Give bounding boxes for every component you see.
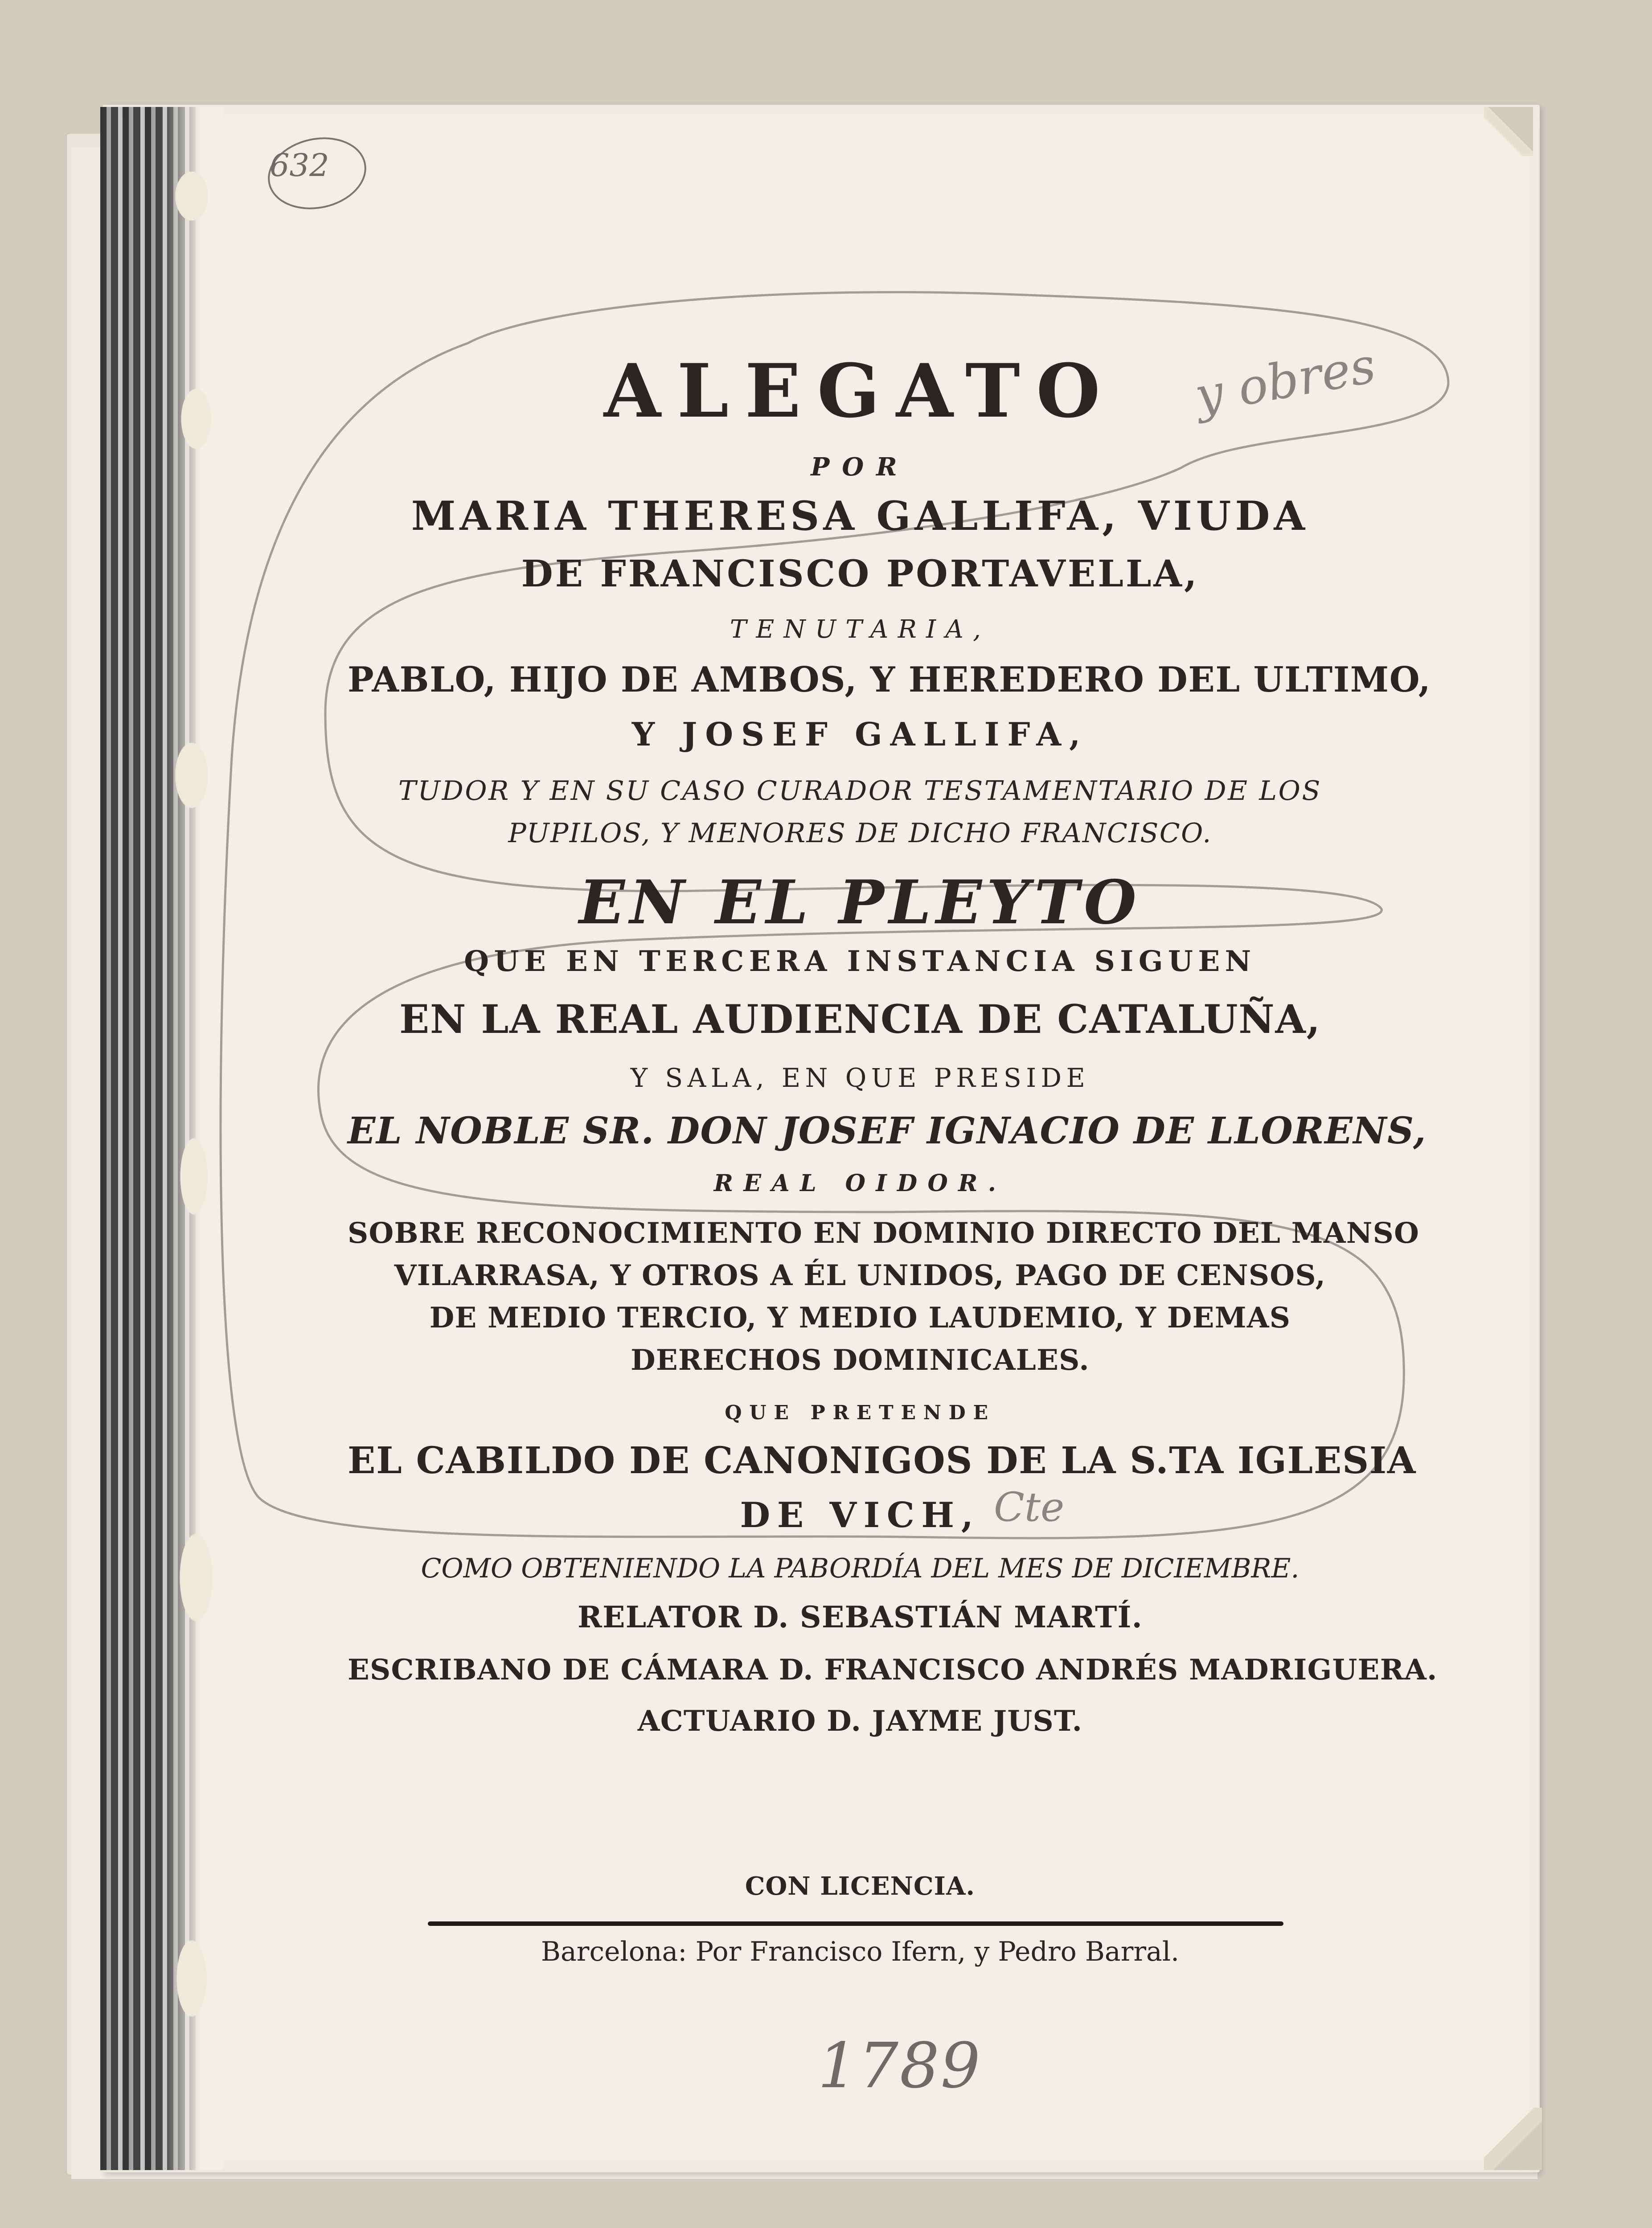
escribano-line: ESCRIBANO DE CÁMARA D. FRANCISCO ANDRÉS MADRIGUERA. [348,1653,1438,1687]
name-line-2: DE FRANCISCO PORTAVELLA, [521,553,1199,595]
vich-line: DE VICH, [740,1495,980,1536]
tudor-line-1: TUDOR Y EN SU CASO CURADOR TESTAMENTARIO DE LOS [398,775,1322,807]
que-pretende: QUE PRETENDE [725,1401,996,1424]
name-line-1: MARIA THERESA GALLIFA, VIUDA [411,492,1309,540]
tudor-line-2: PUPILOS, Y MENORES DE DICHO FRANCISCO. [508,818,1212,849]
con-licencia: CON LICENCIA. [745,1872,976,1901]
sobre-line-2: VILARRASA, Y OTROS A ÉL UNIDOS, PAGO DE CENSOS, [394,1259,1326,1292]
actuario-line: ACTUARIO D. JAYME JUST. [637,1704,1083,1738]
sala-line: Y SALA, EN QUE PRESIDE [630,1063,1090,1093]
inventory-number: 632 [270,147,329,184]
pablo-line: PABLO, HIJO DE AMBOS, Y HEREDERO DEL ULTIMO, [348,659,1431,700]
title: ALEGATO [603,348,1117,434]
real-oidor: REAL OIDOR. [713,1170,1007,1197]
real-audiencia: EN LA REAL AUDIENCIA DE CATALUÑA, [399,996,1321,1042]
noble-line: EL NOBLE SR. DON JOSEF IGNACIO DE LLORENS, [348,1110,1427,1152]
printer-rule [428,1921,1283,1926]
imprint-line: Barcelona: Por Francisco Ifern, y Pedro Barral. [541,1936,1180,1967]
pencil-note-cte: Cte [994,1484,1065,1531]
pencil-note-y-obres: y obres [1190,336,1380,425]
cabildo-line: EL CABILDO DE CANONIGOS DE LA S.TA IGLESIA [348,1439,1417,1482]
handwritten-year: 1789 [818,2030,982,2102]
tenutaria: TENUTARIA, [730,615,991,644]
como-obteniendo: COMO OBTENIENDO LA PABORDÍA DEL MES DE DICIEMBRE. [421,1553,1299,1584]
relator-line: RELATOR D. SEBASTIÁN MARTÍ. [577,1600,1143,1634]
sobre-line-1: SOBRE RECONOCIMIENTO EN DOMINIO DIRECTO DEL MANSO [348,1216,1420,1250]
en-el-pleyto: EN EL PLEYTO [579,867,1141,938]
josef-line: Y JOSEF GALLIFA, [631,715,1089,753]
por: POR [811,452,910,482]
sobre-line-3: DE MEDIO TERCIO, Y MEDIO LAUDEMIO, Y DEMAS [429,1301,1291,1335]
sobre-line-4: DERECHOS DOMINICALES. [631,1343,1090,1377]
que-en-tercera: QUE EN TERCERA INSTANCIA SIGUEN [464,945,1256,978]
